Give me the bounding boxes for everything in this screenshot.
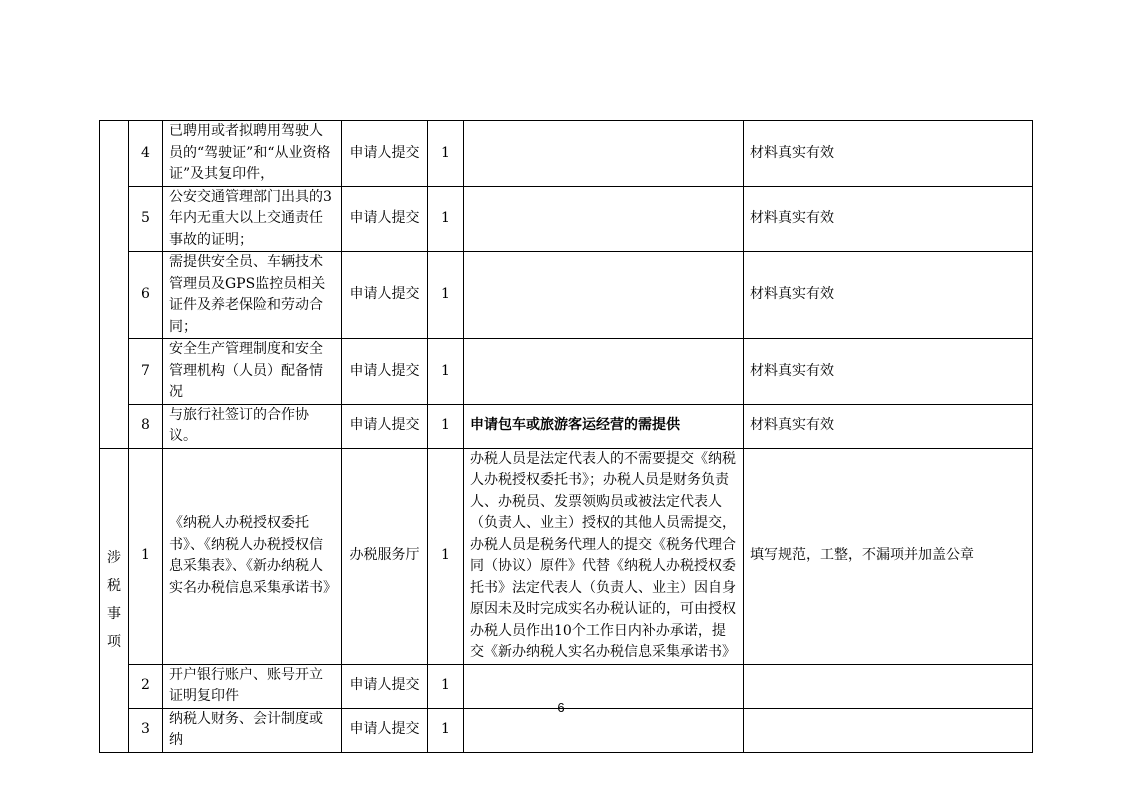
material-cell: 需提供安全员、车辆技术管理员及GPS监控员相关证件及养老保险和劳动合同； <box>163 252 342 339</box>
count-cell: 1 <box>428 708 464 752</box>
row-number: 7 <box>129 339 163 405</box>
table-row <box>100 121 1033 187</box>
source-cell: 申请人提交 <box>342 339 428 405</box>
table-row <box>100 448 1033 664</box>
count-cell: 1 <box>428 121 464 187</box>
remark-cell <box>464 252 744 339</box>
material-cell: 公安交通管理部门出具的3年内无重大以上交通责任事故的证明； <box>163 186 342 252</box>
requirement-cell: 材料真实有效 <box>744 339 1033 405</box>
source-cell: 申请人提交 <box>342 708 428 752</box>
row-number: 8 <box>129 404 163 448</box>
count-cell: 1 <box>428 664 464 708</box>
requirement-cell: 材料真实有效 <box>744 121 1033 187</box>
material-cell: 安全生产管理制度和安全管理机构（人员）配备情况 <box>163 339 342 405</box>
material-cell: 纳税人财务、会计制度或纳 <box>163 708 342 752</box>
remark-cell <box>464 121 744 187</box>
requirement-cell: 材料真实有效 <box>744 404 1033 448</box>
count-cell: 1 <box>428 339 464 405</box>
row-number: 6 <box>129 252 163 339</box>
remark-cell <box>464 339 744 405</box>
section-label: 涉税事项 <box>107 550 121 650</box>
table-row <box>100 186 1033 252</box>
remark-cell: 申请包车或旅游客运经营的需提供 <box>464 404 744 448</box>
page-number: 6 <box>557 700 565 715</box>
count-cell: 1 <box>428 252 464 339</box>
source-cell: 办税服务厅 <box>342 448 428 664</box>
count-cell: 1 <box>428 186 464 252</box>
source-cell: 申请人提交 <box>342 186 428 252</box>
row-number: 3 <box>129 708 163 752</box>
row-number: 4 <box>129 121 163 187</box>
material-cell: 与旅行社签订的合作协议。 <box>163 404 342 448</box>
source-cell: 申请人提交 <box>342 252 428 339</box>
table-row <box>100 252 1033 339</box>
remark-cell <box>464 186 744 252</box>
row-number: 2 <box>129 664 163 708</box>
source-cell: 申请人提交 <box>342 664 428 708</box>
table-row <box>100 404 1033 448</box>
source-cell: 申请人提交 <box>342 404 428 448</box>
count-cell: 1 <box>428 448 464 664</box>
row-number: 5 <box>129 186 163 252</box>
section-cell <box>100 121 129 449</box>
material-cell: 开户银行账户、账号开立证明复印件 <box>163 664 342 708</box>
table-row <box>100 339 1033 405</box>
remark-cell: 办税人员是法定代表人的不需要提交《纳税人办税授权委托书》；办税人员是财务负责人、办税员、发票领购员或被法定代表人（负责人、业主）授权的其他人员需提交，办税人员是税务代理人的提交《税务代理合同（协议）原件》代替《纳税人办税授权委托书》法定代表人（负责人、业主）因自身原因未及时完成实名办税认证的，可由授权办税人员作出10个工作日内补办承诺，提交《新办纳税人实名办税信息采集承诺书》 <box>464 448 744 664</box>
requirement-cell: 材料真实有效 <box>744 186 1033 252</box>
requirement-cell: 材料真实有效 <box>744 252 1033 339</box>
material-cell: 已聘用或者拟聘用驾驶人员的“驾驶证”和“从业资格证”及其复印件， <box>163 121 342 187</box>
requirement-cell: 填写规范，工整，不漏项并加盖公章 <box>744 448 1033 664</box>
material-cell: 《纳税人办税授权委托书》、《纳税人办税授权信息采集表》、《新办纳税人实名办税信息采集承诺书》 <box>163 448 342 664</box>
source-cell: 申请人提交 <box>342 121 428 187</box>
count-cell: 1 <box>428 404 464 448</box>
row-number: 1 <box>129 448 163 664</box>
materials-table <box>99 120 1033 753</box>
